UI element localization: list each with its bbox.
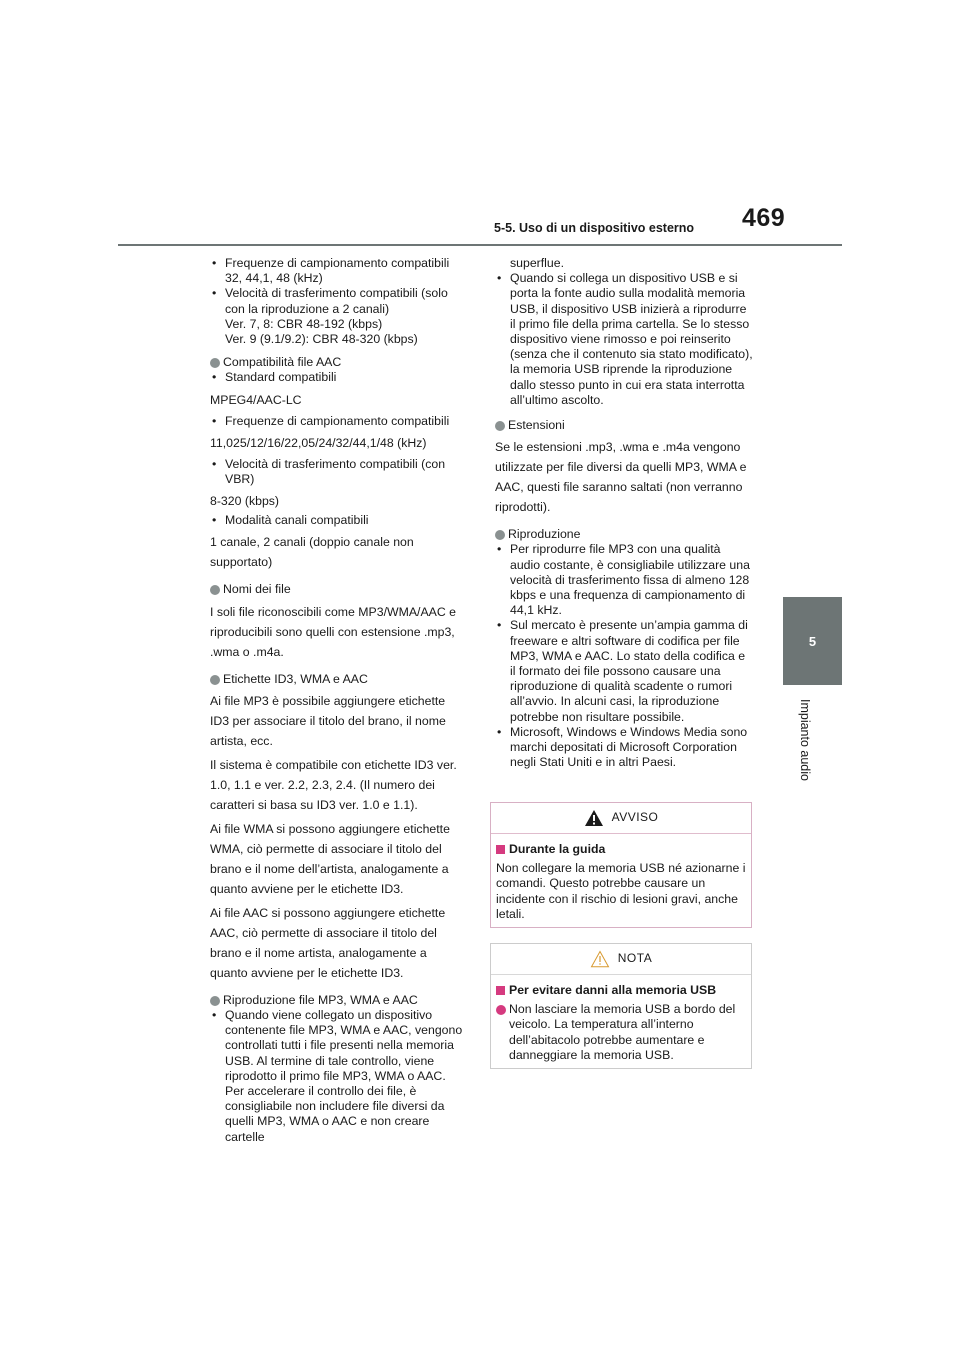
continued-text: superflue.: [510, 256, 565, 270]
paragraph: 1 canale, 2 canali (doppio canale non supportato): [210, 535, 414, 570]
bullet-dot-icon: [210, 996, 220, 1006]
subheading-file-names: [210, 582, 465, 597]
paragraph: Ai file WMA si possono aggiungere etichette WMA, ciò permette di associare il titolo del brano e il nome dell’artista, analogamente a quanto avviene per le etichette ID3.: [210, 821, 450, 896]
subheading-text: Compatibilità file AAC: [223, 355, 342, 370]
bullet-line: Ver. 9 (9.1/9.2): CBR 48-320 (kbps): [225, 332, 418, 347]
note-heading-text: Per evitare danni alla memoria USB: [509, 983, 717, 997]
subheading-aac: [210, 355, 465, 370]
subheading-text: Etichette ID3, WMA e AAC: [223, 671, 368, 686]
page-number: 469: [742, 204, 786, 232]
bullet-dot-icon: [496, 1005, 506, 1015]
bullet-dot-icon: [495, 421, 505, 431]
bullet-item: • Microsoft, Windows e Windows Media sono marchi depositati di Microsoft Corporation negli Stati Uniti e in altri Paesi.: [495, 725, 753, 771]
bullet-item: • Quando viene collegato un dispositivo contenente file MP3, WMA e AAC, vengono controllati tutti i file presenti nella memoria USB. Al termine di tale controllo, viene riprodotto il primo file MP3, WMA o AAC. Per accelerare il controllo dei file, è consigliabile non includere file diversi da quelli MP3, WMA o AAC e non creare cartelle: [210, 1008, 465, 1145]
bullet-dot-icon: [495, 530, 505, 540]
bullet-dot-icon: [210, 675, 220, 685]
subheading-text: Riproduzione: [508, 527, 581, 542]
paragraph: 11,025/12/16/22,05/24/32/44,1/48 (kHz): [210, 435, 427, 450]
warning-box: [490, 802, 752, 928]
header-divider: [118, 244, 842, 246]
bullet-item: • Frequenze di campionamento compatibili 32, 44,1, 48 (kHz): [210, 256, 465, 286]
chapter-tab-number: 5: [808, 633, 817, 649]
warning-heading: [496, 842, 746, 857]
chapter-side-label: Impianto audio: [798, 698, 812, 782]
chapter-tab[interactable]: [783, 597, 842, 685]
bullet-item: • Frequenze di campionamento compatibili: [210, 414, 465, 429]
bullet-item: • Sul mercato è presente un’ampia gamma di freeware e altri software di codifica per file MP3, WMA e AAC. Lo stato della codifica e il formato dei file possono causare una riproduzione di qualità scadente o rumori all’avvio. In alcuni casi, la riproduzione potrebbe non risultare possibile.: [495, 618, 753, 724]
note-item-text: Non lasciare la memoria USB a bordo del veicolo. La temperatura all’interno dell’abitacolo potrebbe aumentare e danneggiare la memoria USB.: [509, 1002, 736, 1062]
warning-heading-text: Durante la guida: [509, 842, 606, 856]
note-header: [491, 944, 751, 975]
square-bullet-icon: [496, 845, 505, 854]
subheading-text: Estensioni: [508, 418, 565, 433]
paragraph: Il sistema è compatibile con etichette ID3 ver. 1.0, 1.1 e ver. 2.2, 2.3, 2.4. (Il numero dei caratteri si basa su ID3 ver. 1.0 e 1.1).: [210, 757, 457, 812]
bullet-item: • Quando si collega un dispositivo USB e si porta la fonte audio sulla modalità memoria USB, il dispositivo USB inizierà a riprodurre il primo file della prima cartella. Se lo stesso dispositivo viene rimosso e poi reinserito (senza che il contenuto sia stato modificato), la memoria USB riprende la riproduzione dallo stesso punto in cui era stata interrotta all’ultimo ascolto.: [495, 271, 753, 408]
paragraph: Se le estensioni .mp3, .wma e .m4a vengono utilizzate per file diversi da quelli MP3, WMA e AAC, questi file saranno saltati (non verranno riprodotti).: [495, 440, 747, 515]
paragraph: 8-320 (kbps): [210, 494, 280, 509]
note-item: [496, 1002, 746, 1063]
subheading-playback-files: [210, 993, 465, 1008]
bullet-line: Ver. 7, 8: CBR 48-192 (kbps): [225, 316, 383, 331]
paragraph: I soli file riconoscibili come MP3/WMA/AAC e riproducibili sono quelli con estensione .mp3, .wma o .m4a.: [210, 604, 457, 659]
bullet-item: [210, 286, 465, 347]
subheading-extensions: [495, 418, 753, 433]
square-bullet-icon: [496, 986, 505, 995]
warning-text: Non collegare la memoria USB né azionarne i comandi. Questo potrebbe causare un incidente con il rischio di lesioni gravi, anche letali.: [496, 861, 746, 921]
left-column: [210, 256, 465, 1145]
right-column: [495, 256, 753, 770]
warning-title: AVVISO: [611, 810, 659, 825]
note-heading: [496, 983, 746, 998]
bullet-dot-icon: [210, 358, 220, 368]
bullet-item: • Standard compatibili: [210, 370, 465, 385]
warning-triangle-icon: [584, 809, 604, 827]
bullet-item: • Per riprodurre file MP3 con una qualità audio costante, è consigliabile utilizzare una velocità di trasferimento fissa di almeno 128 kbps e una frequenza di campionamento di 44,1 kHz.: [495, 542, 753, 618]
caution-outline-triangle-icon: [590, 950, 610, 968]
bullet-dot-icon: [210, 585, 220, 595]
section-title: 5-5. Uso di un dispositivo esterno: [494, 221, 695, 235]
paragraph: Ai file MP3 è possibile aggiungere etichette ID3 per associare il titolo del brano, il nome artista, ecc.: [210, 693, 446, 748]
subheading-text: Nomi dei file: [223, 582, 291, 597]
subheading-playback: [495, 527, 753, 542]
note-body: [491, 975, 751, 1063]
paragraph: Ai file AAC si possono aggiungere etichette AAC, ciò permette di associare il titolo del brano e il nome artista, analogamente a quanto avviene per le etichette ID3.: [210, 905, 446, 980]
paragraph: MPEG4/AAC-LC: [210, 392, 302, 407]
subheading-text: Riproduzione file MP3, WMA e AAC: [223, 992, 418, 1007]
warning-body: [491, 834, 751, 922]
bullet-item: • Modalità canali compatibili: [210, 513, 465, 528]
note-box: [490, 943, 752, 1069]
bullet-item: • Velocità di trasferimento compatibili (con VBR): [210, 457, 465, 487]
bullet-text: Velocità di trasferimento compatibili (solo con la riproduzione a 2 canali): [225, 286, 448, 316]
note-title: NOTA: [617, 951, 653, 966]
warning-header: [491, 803, 751, 834]
subheading-id3: [210, 672, 465, 687]
